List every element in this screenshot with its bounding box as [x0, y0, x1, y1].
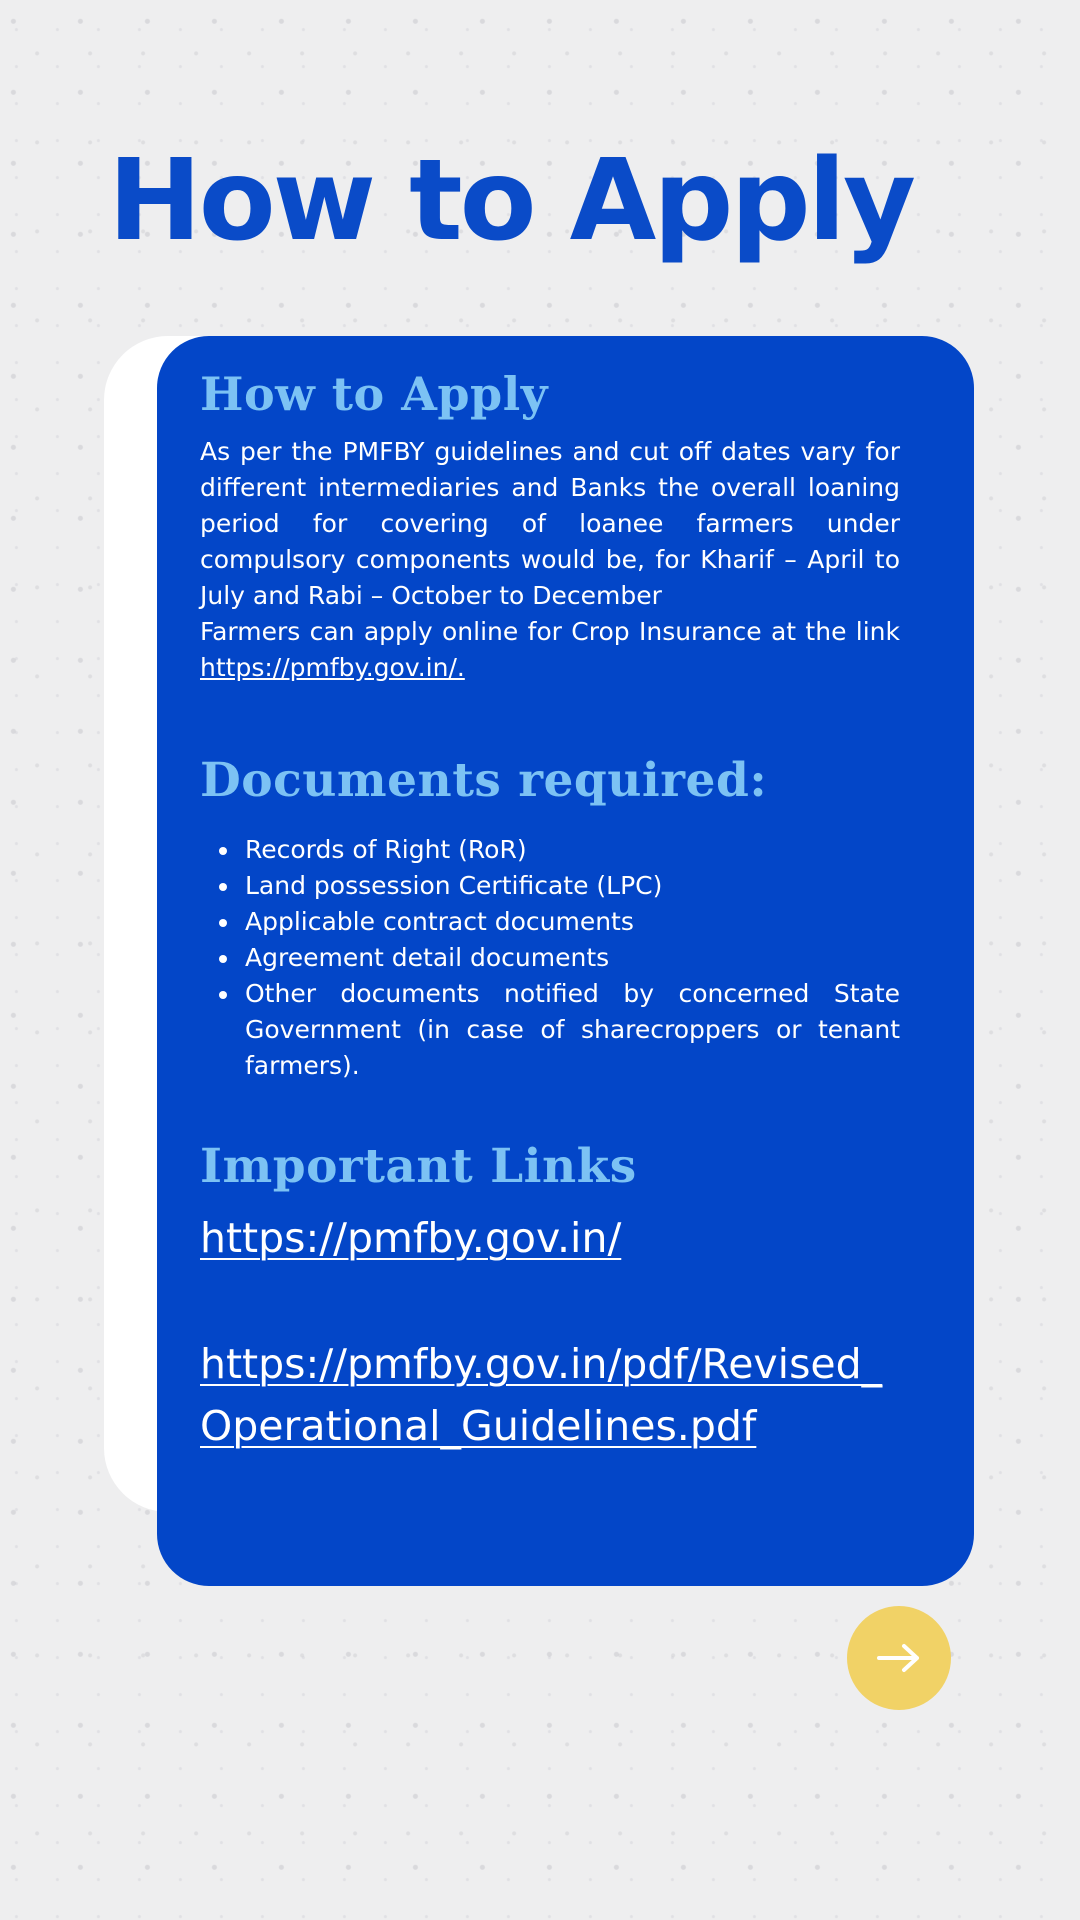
- info-card: [157, 336, 974, 1586]
- list-item: Other documents notified by concerned State Government (in case of sharecroppers or tenant farmers).: [200, 976, 900, 1084]
- page-title: How to Apply: [108, 136, 914, 266]
- pmfby-home-link[interactable]: https://pmfby.gov.in/: [200, 1214, 622, 1262]
- list-item: Records of Right (RoR): [200, 832, 900, 868]
- arrow-right-icon: [877, 1643, 921, 1673]
- operational-guidelines-link[interactable]: https://pmfby.gov.in/pdf/Revised_Operational_Guidelines.pdf: [200, 1340, 883, 1450]
- loaning-period-paragraph: As per the PMFBY guidelines and cut off dates vary for different intermediaries and Banks the overall loaning period for covering of loanee farmers under compulsory components would be, for Kharif – April to July and Rabi – October to December: [200, 436, 900, 610]
- important-links-heading: Important Links: [200, 1139, 637, 1195]
- list-item: Applicable contract documents: [200, 904, 900, 940]
- apply-online-paragraph: [200, 614, 900, 686]
- how-to-apply-text: [200, 434, 900, 686]
- pmfby-inline-link[interactable]: https://pmfby.gov.in/.: [200, 652, 465, 682]
- documents-required-heading: Documents required:: [200, 752, 768, 808]
- how-to-apply-heading: How to Apply: [200, 367, 548, 421]
- documents-list: [200, 832, 900, 1084]
- list-item: Land possession Certificate (LPC): [200, 868, 900, 904]
- list-item: Agreement detail documents: [200, 940, 900, 976]
- apply-online-text: Farmers can apply online for Crop Insurance at the link: [200, 616, 900, 646]
- next-button[interactable]: [847, 1606, 951, 1710]
